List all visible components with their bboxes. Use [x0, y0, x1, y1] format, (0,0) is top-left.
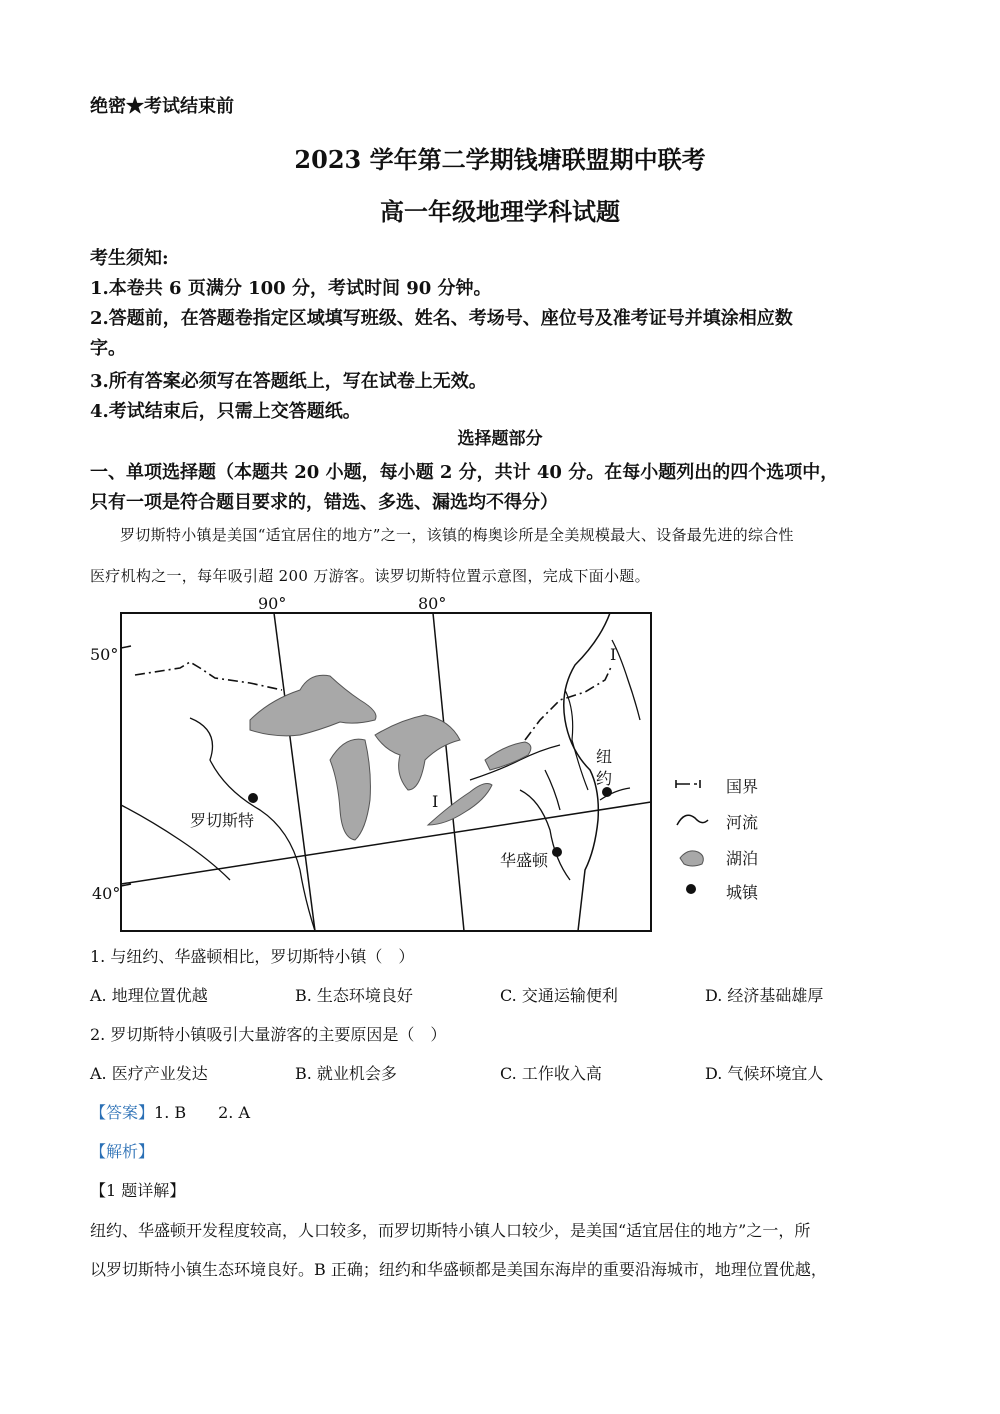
exam-title: 2023 学年第二学期钱塘联盟期中联考: [294, 145, 706, 174]
legend-river-icon: [677, 815, 708, 825]
meridian-80: [433, 613, 464, 931]
analysis-text: 以罗切斯特小镇生态环境良好。B 正确；纽约和华盛顿都是美国东海岸的重要沿海城市，地理位置优越，: [90, 1260, 827, 1279]
question-2-stem: 2. 罗切斯特小镇吸引大量游客的主要原因是（ ）: [90, 1025, 447, 1044]
analysis-text: 纽约、华盛顿开发程度较高，人口较多，而罗切斯特小镇人口较少，是美国“适宜居住的地方”之一，所: [90, 1221, 811, 1240]
answer-text: 1. B 2. A: [154, 1103, 251, 1122]
question-2-option-d: D. 气候环境宜人: [705, 1064, 824, 1083]
map-frame: [121, 613, 651, 931]
notice-item: 2.答题前，在答题卷指定区域填写班级、姓名、考场号、座位号及准考证号并填涂相应数: [90, 308, 793, 329]
lat-40-label: 40°: [92, 884, 121, 903]
marker-i: I: [610, 645, 617, 664]
answer-line: [90, 1100, 250, 1123]
notice-item: 3.所有答案必须写在答题纸上，写在试卷上无效。: [90, 371, 487, 392]
legend-river-label: 河流: [726, 813, 759, 832]
national-border: [135, 662, 282, 690]
lon-90-label: 90°: [258, 594, 287, 613]
washington-dot: [552, 847, 562, 857]
lake-superior: [250, 675, 376, 736]
answer-label: 【答案】: [90, 1103, 155, 1122]
legend-town-label: 城镇: [726, 883, 759, 902]
notice-item: 4.考试结束后，只需上交答题纸。: [90, 401, 361, 422]
question-1-option-c: C. 交通运输便利: [500, 986, 618, 1005]
national-border: [525, 665, 612, 740]
question-1-stem: 1. 与纽约、华盛顿相比，罗切斯特小镇（ ）: [90, 947, 415, 966]
question-1-option-d: D. 经济基础雄厚: [705, 986, 824, 1005]
lat-50-label: 50°: [90, 645, 119, 664]
part-instructions: 只有一项是符合题目要求的，错选、多选、漏选均不得分）: [90, 492, 558, 513]
notice-item: 字。: [90, 338, 126, 359]
question-1-option-b: B. 生态环境良好: [295, 986, 413, 1005]
marker-i: I: [432, 792, 439, 811]
part-instructions: 一、单项选择题（本题共 20 小题，每小题 2 分，共计 40 分。在每小题列出的四个选项中，: [90, 462, 839, 483]
passage-text: 医疗机构之一，每年吸引超 200 万游客。读罗切斯特位置示意图，完成下面小题。: [90, 567, 650, 585]
newyork-label: 纽: [596, 747, 613, 766]
rochester-dot: [248, 793, 258, 803]
lon-80-label: 80°: [418, 594, 447, 613]
rochester-label: 罗切斯特: [190, 811, 255, 830]
notice-item: 1.本卷共 6 页满分 100 分，考试时间 90 分钟。: [90, 278, 492, 299]
legend-border-label: 国界: [726, 777, 759, 796]
confidential-label: 绝密★考试结束前: [90, 96, 234, 117]
analysis-label: 【解析】: [90, 1142, 155, 1161]
notice-heading: 考生须知:: [90, 248, 169, 269]
question-2-option-b: B. 就业机会多: [295, 1064, 397, 1083]
newyork-label: 约: [596, 769, 613, 788]
lake-michigan: [330, 739, 370, 840]
river: [565, 690, 588, 790]
detail-label: 【1 题详解】: [90, 1181, 186, 1200]
section-title: 选择题部分: [457, 429, 543, 449]
question-2-option-c: C. 工作收入高: [500, 1064, 602, 1083]
legend-town-icon: [686, 884, 696, 894]
question-2-option-a: A. 医疗产业发达: [90, 1064, 208, 1083]
meridian-90: [274, 613, 315, 931]
exam-subtitle: 高一年级地理学科试题: [380, 197, 620, 226]
legend-border-icon: [676, 780, 700, 788]
passage-text: 罗切斯特小镇是美国“适宜居住的地方”之一，该镇的梅奥诊所是全美规模最大、设备最先进的综合性: [120, 526, 794, 544]
parallel-50-tick: [121, 646, 131, 648]
river: [545, 770, 560, 810]
washington-label: 华盛顿: [500, 851, 549, 870]
legend-lake-label: 湖泊: [726, 849, 759, 868]
question-1-option-a: A. 地理位置优越: [90, 986, 208, 1005]
legend-lake-icon: [680, 851, 703, 866]
